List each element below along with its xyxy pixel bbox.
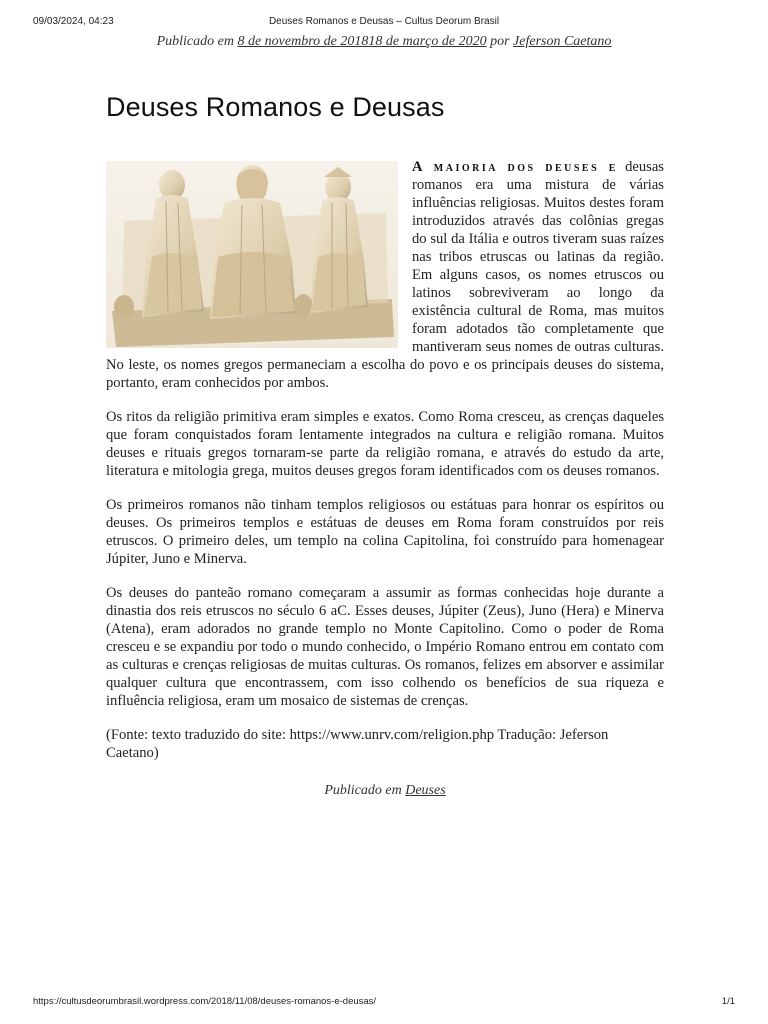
print-page-title: Deuses Romanos e Deusas – Cultus Deorum Brasil — [268, 16, 500, 27]
post-meta-prefix: Publicado em — [156, 34, 234, 49]
author-link[interactable]: Jeferson Caetano — [513, 34, 612, 49]
post-date-updated: 18 de março de 2020 — [368, 34, 487, 49]
paragraph-3: Os primeiros romanos não tinham templos religiosos ou estátuas para honrar os espíritos ou deuses. Os primeiros templos e estátuas de deuses em Roma foram construídos por reis etruscos. O primeiro deles, um templo na colina Capitolina, foi construído para homenagear Júpiter, Juno e Minerva. — [106, 497, 664, 567]
paragraph-1-text: deusas romanos era uma mistura de várias influências religiosas. Muitos destes foram introduzidos através das colônias gregas do sul da Itália e outros tiveram suas raízes nas tribos etruscas ou latinas da região. Em alguns casos, os nomes etruscos ou latinos sobreviveram ao longo da existência cultural de Roma, mas muitos foram adotados tão completamente que mantiveram seus nomes de outras culturas. No leste, os nomes gregos permaneciam a escolha do povo e os principais deuses do sistema, portanto, eram conhecidos por ambos. — [106, 159, 664, 391]
lead-text: A maioria dos deuses e — [412, 159, 618, 175]
print-page-count: 1/1 — [721, 996, 735, 1007]
paragraph-2: Os ritos da religião primitiva eram simples e exatos. Como Roma cresceu, as crenças daqueles que foram conquistados foram lentamente integrados na cultura e religião romana. Muitos deuses e rituais gregos tornaram-se parte da religião romana, e através do estudo da arte, literatura e mitologia grega, muitos deuses gregos foram identificados com os deuses romanos. — [106, 409, 664, 479]
post-meta-by: por — [490, 34, 510, 49]
print-url: https://cultusdeorumbrasil.wordpress.com/2018/11/08/deuses-romanos-e-deusas/ — [33, 996, 377, 1007]
source-suffix: Tradução: Jeferson Caetano) — [106, 727, 609, 761]
print-header — [33, 16, 735, 30]
paragraph-4: Os deuses do panteão romano começaram a assumir as formas conhecidas hoje durante a dinastia dos reis etruscos no século 6 aC. Esses deuses, Júpiter (Zeus), Juno (Hera) e Minerva (Atena), eram adorados no grande templo no Monte Capitolino. Como o poder de Roma cresceu e se expandiu por todo o mundo conhecido, o Império Romano entrou em contato com as culturas e crenças religiosas de muitas culturas. Os romanos, felizes em absorver e assimilar qualquer cultura que encontrassem, com isso colhendo os benefícios de sua riqueza e influência religiosa, eram um mosaico de sistemas de crenças. — [106, 585, 664, 709]
post-category — [106, 782, 664, 800]
source-prefix: (Fonte: texto traduzido do site: — [106, 727, 290, 743]
post-date-link[interactable] — [237, 34, 486, 49]
category-link[interactable]: Deuses — [405, 783, 446, 798]
post-date-published: 8 de novembro de 2018 — [237, 34, 369, 49]
print-datetime: 09/03/2024, 04:23 — [33, 16, 114, 27]
capitoline-triad-sculpture-image — [106, 161, 398, 348]
source-url: https://www.unrv.com/religion.php — [289, 727, 495, 743]
post-content — [106, 158, 664, 800]
print-footer — [33, 996, 735, 1010]
post-meta — [0, 34, 768, 50]
post-title: Deuses Romanos e Deusas — [106, 92, 445, 122]
post-category-prefix: Publicado em — [324, 783, 402, 798]
source-paragraph — [106, 726, 664, 762]
